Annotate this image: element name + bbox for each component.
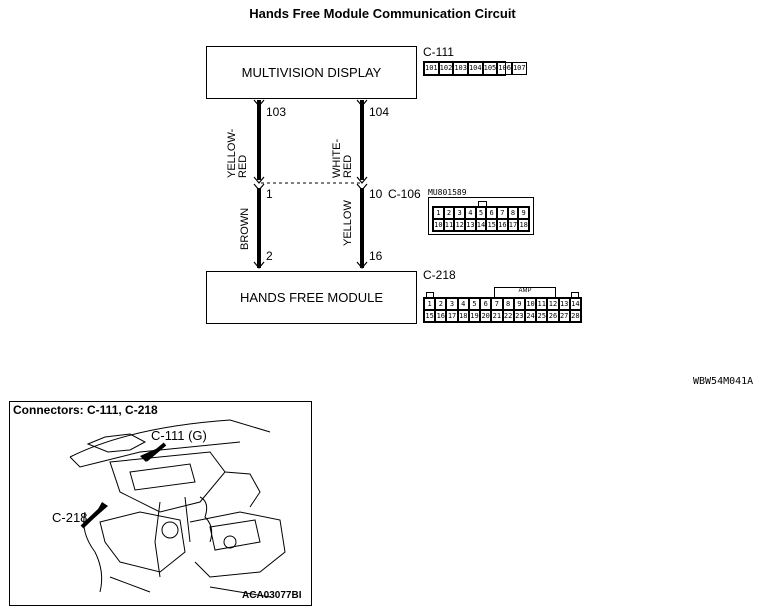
hands-free-module-box [206, 271, 417, 324]
c218-pin-cell: 27 [559, 310, 570, 322]
c218-pin-cell: 4 [458, 298, 469, 310]
c106-pin-cell: 11 [444, 219, 455, 231]
c218-pin-cell: 1 [424, 298, 435, 310]
c106-pin-cell: 13 [465, 219, 476, 231]
c106-pin-cell: 18 [518, 219, 529, 231]
c218-pin-cell: 10 [525, 298, 536, 310]
c106-pin-cell: 17 [508, 219, 519, 231]
c218-pin-cell: 11 [536, 298, 547, 310]
c218-pin-cell: 5 [469, 298, 480, 310]
callout-c111: C-111 (G) [151, 428, 207, 443]
location-image-code: ACA03077BI [242, 590, 302, 601]
wire-color-brown: BROWN [239, 207, 251, 250]
callout-c218: C-218 [52, 510, 88, 525]
c218-pin-cell: 17 [446, 310, 457, 322]
c218-pin-cell: 19 [469, 310, 480, 322]
c218-amp-tag: AMP [494, 287, 556, 298]
c106-part-code: MU801589 [428, 188, 467, 197]
diagram-title: Hands Free Module Communication Circuit [249, 6, 516, 21]
pin-103: 103 [266, 105, 287, 119]
c111-pin-cell: 104 [468, 62, 483, 75]
c218-pin-cell: 21 [491, 310, 502, 322]
c111-pin-cell: 106 [497, 62, 512, 75]
pin-1: 1 [266, 187, 273, 201]
c106-pin-cell: 2 [444, 207, 455, 219]
c106-pin-cell: 7 [497, 207, 508, 219]
c218-pin-cell: 7 [491, 298, 502, 310]
c218-pin-cell: 16 [435, 310, 446, 322]
c106-pin-cell: 12 [454, 219, 465, 231]
c111-pin-cell: 105 [483, 62, 498, 75]
pin-16: 16 [369, 249, 383, 263]
c218-pin-cell: 12 [547, 298, 558, 310]
c106-pin-cell: 16 [497, 219, 508, 231]
c218-pin-cell: 18 [458, 310, 469, 322]
chevron-right-mid2 [357, 184, 367, 190]
c111-label: C-111 [423, 45, 454, 59]
pin-2: 2 [266, 249, 273, 263]
c218-pin-cell: 28 [570, 310, 581, 322]
c106-pin-cell: 15 [486, 219, 497, 231]
c218-pin-cell: 14 [570, 298, 581, 310]
c111-pin-cell: 101 [424, 62, 439, 75]
c218-pin-cell: 2 [435, 298, 446, 310]
c218-pin-cell: 25 [536, 310, 547, 322]
c106-pin-cell: 6 [486, 207, 497, 219]
c106-pin-cell: 8 [508, 207, 519, 219]
c106-pin-cell: 1 [433, 207, 444, 219]
hands-free-module-label: HANDS FREE MODULE [239, 290, 384, 305]
wire-color-yellow: YELLOW [342, 200, 354, 246]
c218-pin-cell: 8 [503, 298, 514, 310]
c106-pin-cell: 9 [518, 207, 529, 219]
diagram-code: WBW54M041A [693, 376, 754, 387]
c218-pin-cell: 15 [424, 310, 435, 322]
multivision-display-box [206, 46, 417, 99]
c218-connector-face [423, 282, 582, 323]
c106-pin-cell: 5 [476, 207, 487, 219]
chevron-left-mid2 [254, 184, 264, 190]
c106-connector-face [428, 197, 534, 235]
c218-pin-cell: 6 [480, 298, 491, 310]
multivision-display-label: MULTIVISION DISPLAY [241, 65, 382, 80]
c218-pin-cell: 26 [547, 310, 558, 322]
c106-pin-cell: 3 [454, 207, 465, 219]
c106-pin-cell: 4 [465, 207, 476, 219]
c218-pin-cell: 22 [503, 310, 514, 322]
c106-pin-cell: 10 [433, 219, 444, 231]
c218-pin-cell: 3 [446, 298, 457, 310]
c218-pin-cell: 24 [525, 310, 536, 322]
c106-label: C-106 [388, 187, 421, 201]
c111-pin-cell: 102 [439, 62, 454, 75]
c111-pin-cell: 107 [512, 62, 527, 75]
c111-pin-cell: 103 [453, 62, 468, 75]
c218-pin-cell: 23 [514, 310, 525, 322]
connector-location-frame [9, 401, 312, 606]
c106-pin-cell: 14 [476, 219, 487, 231]
pin-104: 104 [369, 105, 390, 119]
c218-label: C-218 [423, 268, 456, 282]
wire-color-yellow-red: YELLOW- RED [226, 128, 249, 178]
c218-pin-cell: 9 [514, 298, 525, 310]
wire-color-white-red: WHITE- RED [331, 138, 354, 178]
c218-pin-cell: 20 [480, 310, 491, 322]
pin-10: 10 [369, 187, 383, 201]
c218-pin-cell: 13 [559, 298, 570, 310]
location-title: Connectors: C-111, C-218 [13, 403, 158, 417]
c111-connector-face [423, 61, 526, 76]
